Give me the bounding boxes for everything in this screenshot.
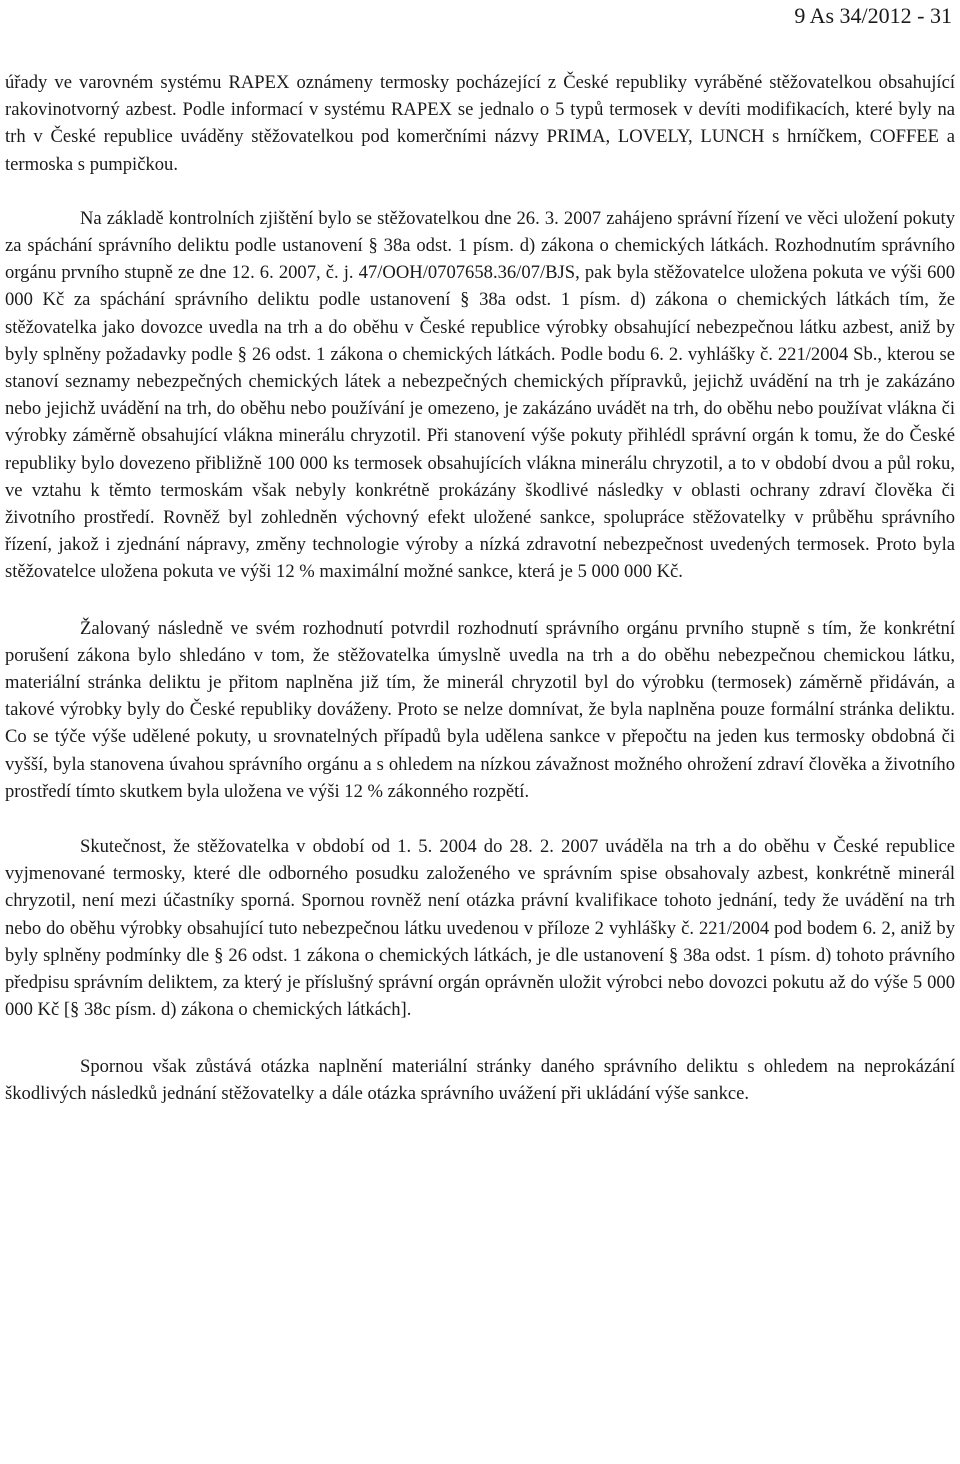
- paragraph-disputed-question: Spornou však zůstává otázka naplnění materiální stránky daného správního deliktu s ohledem na neprokázání škodlivých následků jednání stěžovatelky a dále otázka správního uvážení při ukládání výše sankce.: [5, 1055, 955, 1104]
- paragraph-rapex: úřady ve varovném systému RAPEX oznámeny termosky pocházející z České republiky vyráběné stěžovatelkou obsahující rakovinotvorný azbest. Podle informací v systému RAPEX se jednalo o 5 typů termosek v devíti modifikacích, které byly na trh v České republice uváděny stěžovatelkou pod komerčními názvy PRIMA, LOVELY, LUNCH s hrníčkem, COFFEE a termoska s pumpičkou.: [5, 72, 955, 175]
- paragraph-respondent-decision: Žalovaný následně ve svém rozhodnutí potvrdil rozhodnutí správního orgánu prvního stupně s tím, že konkrétní porušení zákona bylo shledáno v tom, že stěžovatelka úmyslně uvedla na trh a do oběhu nebezpečnou chemickou látku, materiální stránka deliktu je přitom naplněna již tím, že minerál chryzotil byl do výrobku (termosek) záměrně přidáván, a takové výrobky byly do České republiky dováženy. Proto se nelze domnívat, že byla naplněna pouze formální stránka deliktu. Co se týče výše udělené pokuty, u srovnatelných případů byla udělena sankce v přepočtu na jeden kus termosky obdobná či vyšší, byla stanovena úvahou správního orgánu a s ohledem na nízkou závažnost možného ohrožení zdraví člověka a životního prostředí tímto skutkem byla uložena ve výši 12 % zákonného rozpětí.: [5, 617, 955, 802]
- paragraph-undisputed-facts: Skutečnost, že stěžovatelka v období od 1. 5. 2004 do 28. 2. 2007 uváděla na trh a do oběhu v České republice vyjmenované termosky, které dle odborného posudku založeného ve správním spise obsahovaly azbest, konkrétně minerál chryzotil, není mezi účastníky sporná. Spornou rovněž není otázka právní kvalifikace tohoto jednání, tedy že uvádění na trh nebo do oběhu výrobky obsahující tuto nebezpečnou látku uvedenou v příloze 2 vyhlášky č. 221/2004 pod bodem 6. 2, aniž by byly splněny podmínky dle § 26 odst. 1 zákona o chemických látkách, je dle ustanovení § 38a odst. 1 písm. d) tohoto právního předpisu správním deliktem, za který je příslušný správní orgán oprávněn uložit výrobci nebo dovozci pokutu až do výše 5 000 000 Kč [§ 38c písm. d) zákona o chemických látkách].: [5, 836, 955, 1021]
- case-number-header: 9 As 34/2012 - 31: [794, 3, 952, 28]
- paragraph-proceedings: Na základě kontrolních zjištění bylo se stěžovatelkou dne 26. 3. 2007 zahájeno správní řízení ve věci uložení pokuty za spáchání správního deliktu podle ustanovení § 38a odst. 1 písm. d) zákona o chemických látkách. Rozhodnutím správního orgánu prvního stupně ze dne 12. 6. 2007, č. j. 47/OOH/0707658.36/07/BJS, pak byla stěžovatelce uložena pokuta ve výši 600 000 Kč za spáchání správního deliktu podle ustanovení § 38a odst. 1 písm. d) zákona o chemických látkách tím, že stěžovatelka jako dovozce uvedla na trh a do oběhu v České republice výrobky obsahující nebezpečnou látku azbest, aniž by byly splněny požadavky podle § 26 odst. 1 zákona o chemických látkách. Podle bodu 6. 2. vyhlášky č. 221/2004 Sb., kterou se stanoví seznamy nebezpečných chemických látek a nebezpečných chemických přípravků, jejichž uvádění na trh je zakázáno nebo jejichž uvádění na trh, do oběhu nebo používání je omezeno, je zakázáno uvádět na trh, do oběhu nebo používat vlákna či výrobky záměrně obsahující vlákna minerálu chryzotil. Při stanovení výše pokuty přihlédl správní orgán k tomu, že do České republiky bylo dovezeno přibližně 100 000 ks termosek obsahujících vlákna minerálu chryzotil, a to v období dvou a půl roku, ve vztahu k těmto termoskám však nebyly konkrétně prokázány škodlivé následky v oblasti ochrany zdraví člověka či životního prostředí. Rovněž byl zohledněn výchovný efekt uložené sankce, spolupráce stěžovatelky v průběhu správního řízení, jakož i zjednání nápravy, změny technologie výroby a nízká zdravotní nebezpečnost uvedených termosek. Proto byla stěžovatelce uložena pokuta ve výši 12 % maximální možné sankce, která je 5 000 000 Kč.: [5, 207, 955, 583]
- document-body: [5, 69, 955, 1107]
